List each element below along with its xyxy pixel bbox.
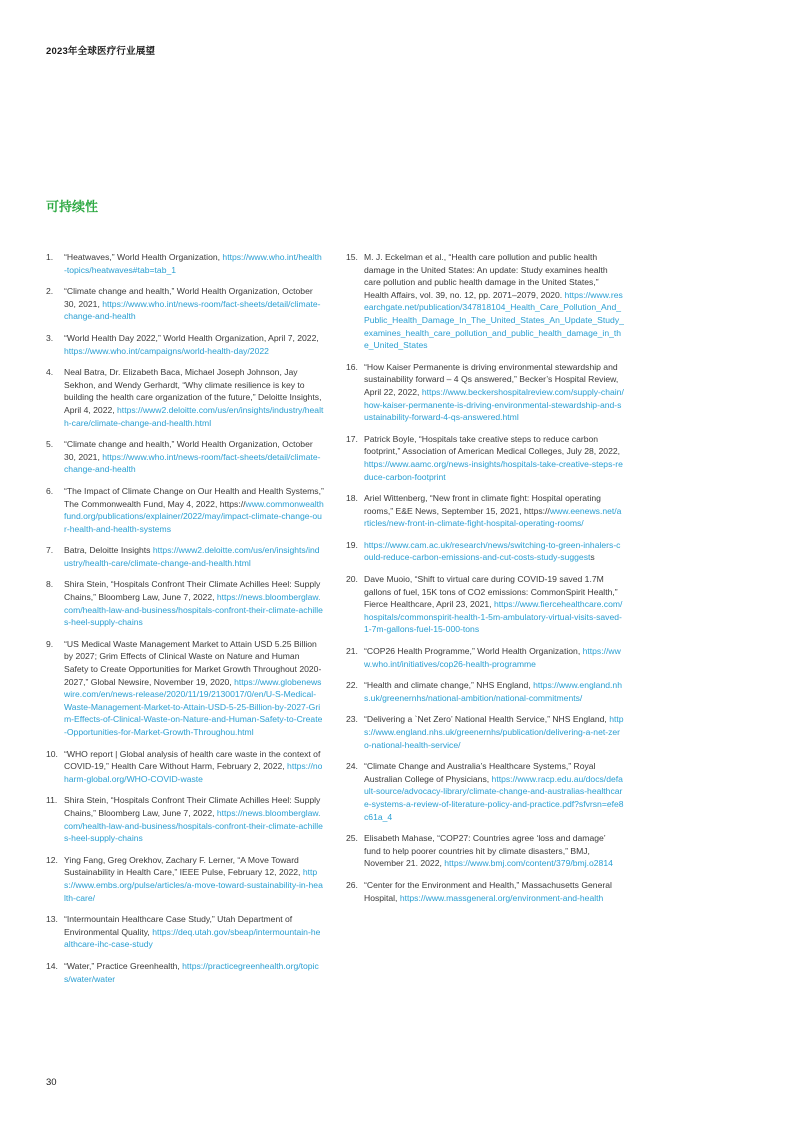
reference-link[interactable]: https://www.researchgate.net/publication/347818104_Health_Care_Pollution_And_Public_Health_Damage_In_The_United_States_An_Update_Study_examines_health_care_pollution_and_public_health_damage_in_the_United_States xyxy=(364,289,624,351)
reference-body xyxy=(364,434,623,482)
reference-link[interactable]: https://www.beckershospitalreview.com/supply-chain/how-kaiser-permanente-is-driving-environmental-stewardship-and-sustainability-forward-4-qs-answered.html xyxy=(364,386,624,423)
reference-text: “WHO report | Global analysis of health care waste in the context of COVID-19,” Health Care Without Harm, February 2, 2022, xyxy=(64,748,321,772)
reference-text: M. J. Eckelman et al., “Health care pollution and public health damage in the United States: An update: Study examines health care pollution and public health damage in the United States,” Health Affairs, vol. 39, no. 12, pp. 2071–2079, 2020. xyxy=(364,252,608,300)
reference-item xyxy=(346,832,624,870)
reference-body xyxy=(364,761,624,821)
reference-item xyxy=(46,794,324,844)
reference-text: Neal Batra, Dr. Elizabeth Baca, Michael Joseph Johnson, Jay Sekhon, and Wendy Gerhardt, “Why climate resilience is key to building the health care organization of the future,” Deloitte Insights, April 4, 2022, xyxy=(64,367,322,415)
reference-link[interactable]: https://www.cam.ac.uk/research/news/switching-to-green-inhalers-could-reduce-carbon-emissions-and-cut-costs-study-suggest xyxy=(364,539,621,563)
references-column-right xyxy=(346,251,624,913)
reference-text: “Climate change and health,” World Health Organization, October 30, 2021, xyxy=(64,286,313,309)
reference-text: “World Health Day 2022,” World Health Organization, April 7, 2022, xyxy=(64,332,319,343)
reference-item xyxy=(46,913,324,951)
reference-text: “Center for the Environment and Health,” Massachusetts General Hospital, xyxy=(364,879,612,903)
reference-number: 13. xyxy=(46,914,58,925)
reference-link[interactable]: https://www.who.int/news-room/fact-sheets/detail/climate-change-and-health xyxy=(64,298,321,322)
reference-link[interactable]: https://www.aamc.org/news-insights/hospitals-take-creative-steps-reduce-carbon-footprint xyxy=(364,458,623,482)
reference-item xyxy=(346,251,624,352)
reference-body xyxy=(64,795,323,843)
reference-link[interactable]: https://www.fiercehealthcare.com/hospitals/commonspirit-health-1-5m-ambulatory-virtual-visits-saved-1-7m-gallons-fuel-15-000-tons xyxy=(364,599,623,635)
reference-number: 26. xyxy=(346,879,358,890)
reference-body xyxy=(64,367,323,427)
reference-text: “US Medical Waste Management Market to Attain USD 5.25 Billion by 2027; Grim Effects of Clinical Waste on Nature and Human Safety to Create Opportunities for Market Growth Throughout 2020-2027,” Global Newsire, November 19, 2020, xyxy=(64,638,322,687)
reference-text: “Climate change and health,” World Health Organization, October 30, 2021, xyxy=(64,439,313,462)
page-number: 30 xyxy=(46,1077,57,1088)
reference-number: 10. xyxy=(46,748,58,759)
reference-number: 7. xyxy=(46,545,54,556)
reference-number: 14. xyxy=(46,960,58,971)
reference-text: Ariel Wittenberg, “New front in climate fight: Hospital operating rooms,” E&E News, September 15, 2021, https:// xyxy=(364,493,601,516)
reference-item xyxy=(346,573,624,636)
reference-item xyxy=(46,251,324,276)
reference-item xyxy=(46,854,324,904)
reference-body xyxy=(64,286,321,321)
reference-link[interactable]: https://practicegreenhealth.org/topics/water/water xyxy=(64,960,319,984)
reference-text: Dave Muoio, “Shift to virtual care during COVID-19 saved 1.7M gallons of fuel, 15K tons of CO2 emissions: CommonSpirit Health,” Fierce Healthcare, April 23, 2021, xyxy=(364,574,618,610)
reference-text: “Health and climate change,” NHS England, xyxy=(364,680,534,691)
reference-body xyxy=(364,362,624,422)
reference-body xyxy=(364,680,622,703)
reference-text: Elisabeth Mahase, “COP27: Countries agree ‘loss and damage’ fund to help poorer countries hit by climate disasters,” BMJ, November 21. 2022, xyxy=(364,833,606,869)
reference-number: 1. xyxy=(46,252,54,262)
reference-number: 23. xyxy=(346,714,358,725)
reference-link[interactable]: https://www.globenewswire.com/en/news-release/2020/11/19/2130017/0/en/U-S-Medical-Waste-Management-Market-to-Attain-USD-5-25-Billion-by-2027-Grim-Effects-of-Clinical-Waste-on-Nature-and-Human-Safety-to-Create-Opportunities-for-Market-Growth-Throughou.html xyxy=(64,676,323,737)
reference-item xyxy=(346,879,624,904)
reference-item xyxy=(46,544,324,569)
reference-item xyxy=(46,366,324,429)
reference-body xyxy=(64,855,323,903)
reference-number: 16. xyxy=(346,361,358,372)
reference-text: Patrick Boyle, “Hospitals take creative steps to reduce carbon footprint,” Association of American Medical Colleges, July 28, 2022, xyxy=(364,433,621,457)
reference-body xyxy=(364,252,624,350)
reference-item xyxy=(46,485,324,535)
reference-body xyxy=(64,749,322,784)
reference-body xyxy=(64,961,319,984)
reference-text: “Intermountain Healthcare Case Study,” Utah Department of Environmental Quality, xyxy=(64,914,293,937)
reference-link[interactable]: https://www.who.int/health-topics/heatwaves#tab=tab_1 xyxy=(64,252,322,275)
reference-link[interactable]: https://www.england.nhs.uk/greenernhs/publication/delivering-a-net-zero-national-health-service/ xyxy=(364,714,624,750)
reference-link[interactable]: www.commonwealthfund.org/publications/explainer/2022/may/impact-climate-change-our-health-and-health-systems xyxy=(64,498,324,534)
reference-item xyxy=(346,361,624,424)
reference-number: 22. xyxy=(346,680,358,691)
reference-text: “Delivering a `Net Zero’ National Health Service,” NHS England, xyxy=(364,714,610,725)
section-title: 可持续性 xyxy=(46,199,99,214)
reference-number: 20. xyxy=(346,574,358,585)
reference-body xyxy=(64,545,320,568)
reference-text: “The Impact of Climate Change on Our Health and Health Systems,” The Commonwealth Fund, May 4, 2022, https:// xyxy=(64,485,324,509)
reference-body xyxy=(364,880,612,903)
reference-item xyxy=(46,332,324,357)
reference-body xyxy=(364,540,620,563)
reference-item xyxy=(346,539,624,564)
reference-item xyxy=(46,578,324,628)
reference-link[interactable]: https://www.bmj.com/content/379/bmj.o2814 xyxy=(444,858,613,869)
reference-number: 11. xyxy=(46,795,58,806)
reference-link[interactable]: https://www.who.int/initiatives/cop26-health-programme xyxy=(364,646,621,669)
reference-text: “Climate Change and Australia’s Healthcare Systems,” Royal Australian College of Physicians, xyxy=(364,761,596,784)
reference-number: 3. xyxy=(46,332,54,343)
reference-body xyxy=(64,914,320,949)
reference-body xyxy=(64,333,319,356)
reference-link[interactable]: https://www.massgeneral.org/environment-and-health xyxy=(399,892,604,903)
reference-number: 17. xyxy=(346,433,358,444)
reference-link[interactable]: https://www.racp.edu.au/docs/default-source/advocacy-library/climate-change-and-australias-healthcare-systems-a-review-of-literature-policy-and-practice.pdf?sfvrsn=efe8c61a_4 xyxy=(364,773,624,822)
reference-text: Ying Fang, Greg Orekhov, Zachary F. Lerner, “A Move Toward Sustainability in Health Care,” IEEE Pulse, February 12, 2022, xyxy=(64,854,303,878)
reference-number: 21. xyxy=(346,646,358,657)
reference-item xyxy=(346,713,624,751)
reference-item xyxy=(346,433,624,483)
reference-body xyxy=(364,574,622,634)
report-header-title: 2023年全球医疗行业展望 xyxy=(46,46,156,57)
reference-link[interactable]: https://www.embs.org/pulse/articles/a-move-toward-sustainability-in-health-care/ xyxy=(64,867,323,903)
reference-item xyxy=(46,438,324,476)
reference-number: 9. xyxy=(46,638,54,649)
reference-link[interactable]: https://noharm-global.org/WHO-COVID-waste xyxy=(64,761,323,784)
reference-number: 6. xyxy=(46,485,54,496)
reference-number: 25. xyxy=(346,833,358,844)
reference-item xyxy=(46,285,324,323)
reference-body xyxy=(364,646,621,669)
reference-body xyxy=(64,639,322,737)
reference-body xyxy=(364,493,621,528)
reference-item xyxy=(46,748,324,786)
reference-number: 12. xyxy=(46,854,58,865)
reference-link[interactable]: https://www.england.nhs.uk/greenernhs/national-ambition/national-commitments/ xyxy=(364,680,622,703)
reference-link[interactable]: www.eenews.net/articles/new-front-in-climate-fight-hospital-operating-rooms/ xyxy=(364,505,622,529)
reference-body xyxy=(364,714,624,749)
reference-item xyxy=(346,492,624,530)
reference-link[interactable]: https://www.who.int/campaigns/world-health-day/2022 xyxy=(64,345,269,356)
reference-link[interactable]: https://deq.utah.gov/sbeap/intermountain-healthcare-ihc-case-study xyxy=(64,926,321,950)
reference-number: 5. xyxy=(46,439,54,450)
reference-item xyxy=(46,960,324,985)
reference-number: 15. xyxy=(346,252,358,262)
reference-text: “How Kaiser Permanente is driving environmental stewardship and sustainability forward – 4 Qs answered,” Becker’s Hospital Review, April 22, 2022, xyxy=(364,361,619,397)
reference-item xyxy=(346,679,624,704)
reference-text: Shira Stein, “Hospitals Confront Their Climate Achilles Heel: Supply Chains,” Bloomberg Law, June 7, 2022, xyxy=(64,579,321,603)
reference-text: Batra, Deloitte Insights xyxy=(64,545,153,556)
reference-text: Shira Stein, “Hospitals Confront Their Climate Achilles Heel: Supply Chains,” Bloomberg Law, June 7, 2022, xyxy=(64,795,321,818)
reference-link[interactable]: https://news.bloomberglaw.com/health-law-and-business/hospitals-confront-their-climate-achilles-heel-supply-chains xyxy=(64,592,323,628)
reference-number: 8. xyxy=(46,579,54,590)
reference-number: 24. xyxy=(346,761,358,772)
reference-item xyxy=(346,645,624,670)
reference-link[interactable]: https://www.who.int/news-room/fact-sheets/detail/climate-change-and-health xyxy=(64,451,321,475)
reference-number: 4. xyxy=(46,367,54,378)
reference-body xyxy=(364,833,613,868)
reference-link[interactable]: https://news.bloomberglaw.com/health-law-and-business/hospitals-confront-their-climate-achilles-heel-supply-chains xyxy=(64,807,323,844)
reference-number: 2. xyxy=(46,286,54,297)
reference-text: “Heatwaves,” World Health Organization, xyxy=(64,252,223,262)
reference-text: “Water,” Practice Greenhealth, xyxy=(64,960,183,971)
reference-tail: s xyxy=(590,552,595,563)
reference-link[interactable]: https://www2.deloitte.com/us/en/insights/industry/health-care/climate-change-and-health.html xyxy=(64,545,320,568)
reference-body xyxy=(64,579,323,627)
reference-link[interactable]: https://www2.deloitte.com/us/en/insights/industry/health-care/climate-change-and-health.html xyxy=(64,404,324,428)
references-column-left xyxy=(46,251,324,994)
reference-item xyxy=(46,638,324,739)
reference-body xyxy=(64,486,324,534)
reference-number: 18. xyxy=(346,493,358,504)
reference-text: “COP26 Health Programme,” World Health Organization, xyxy=(364,646,583,657)
reference-number: 19. xyxy=(346,539,358,550)
reference-item xyxy=(346,760,624,823)
reference-body xyxy=(64,252,322,275)
reference-body xyxy=(64,439,321,474)
